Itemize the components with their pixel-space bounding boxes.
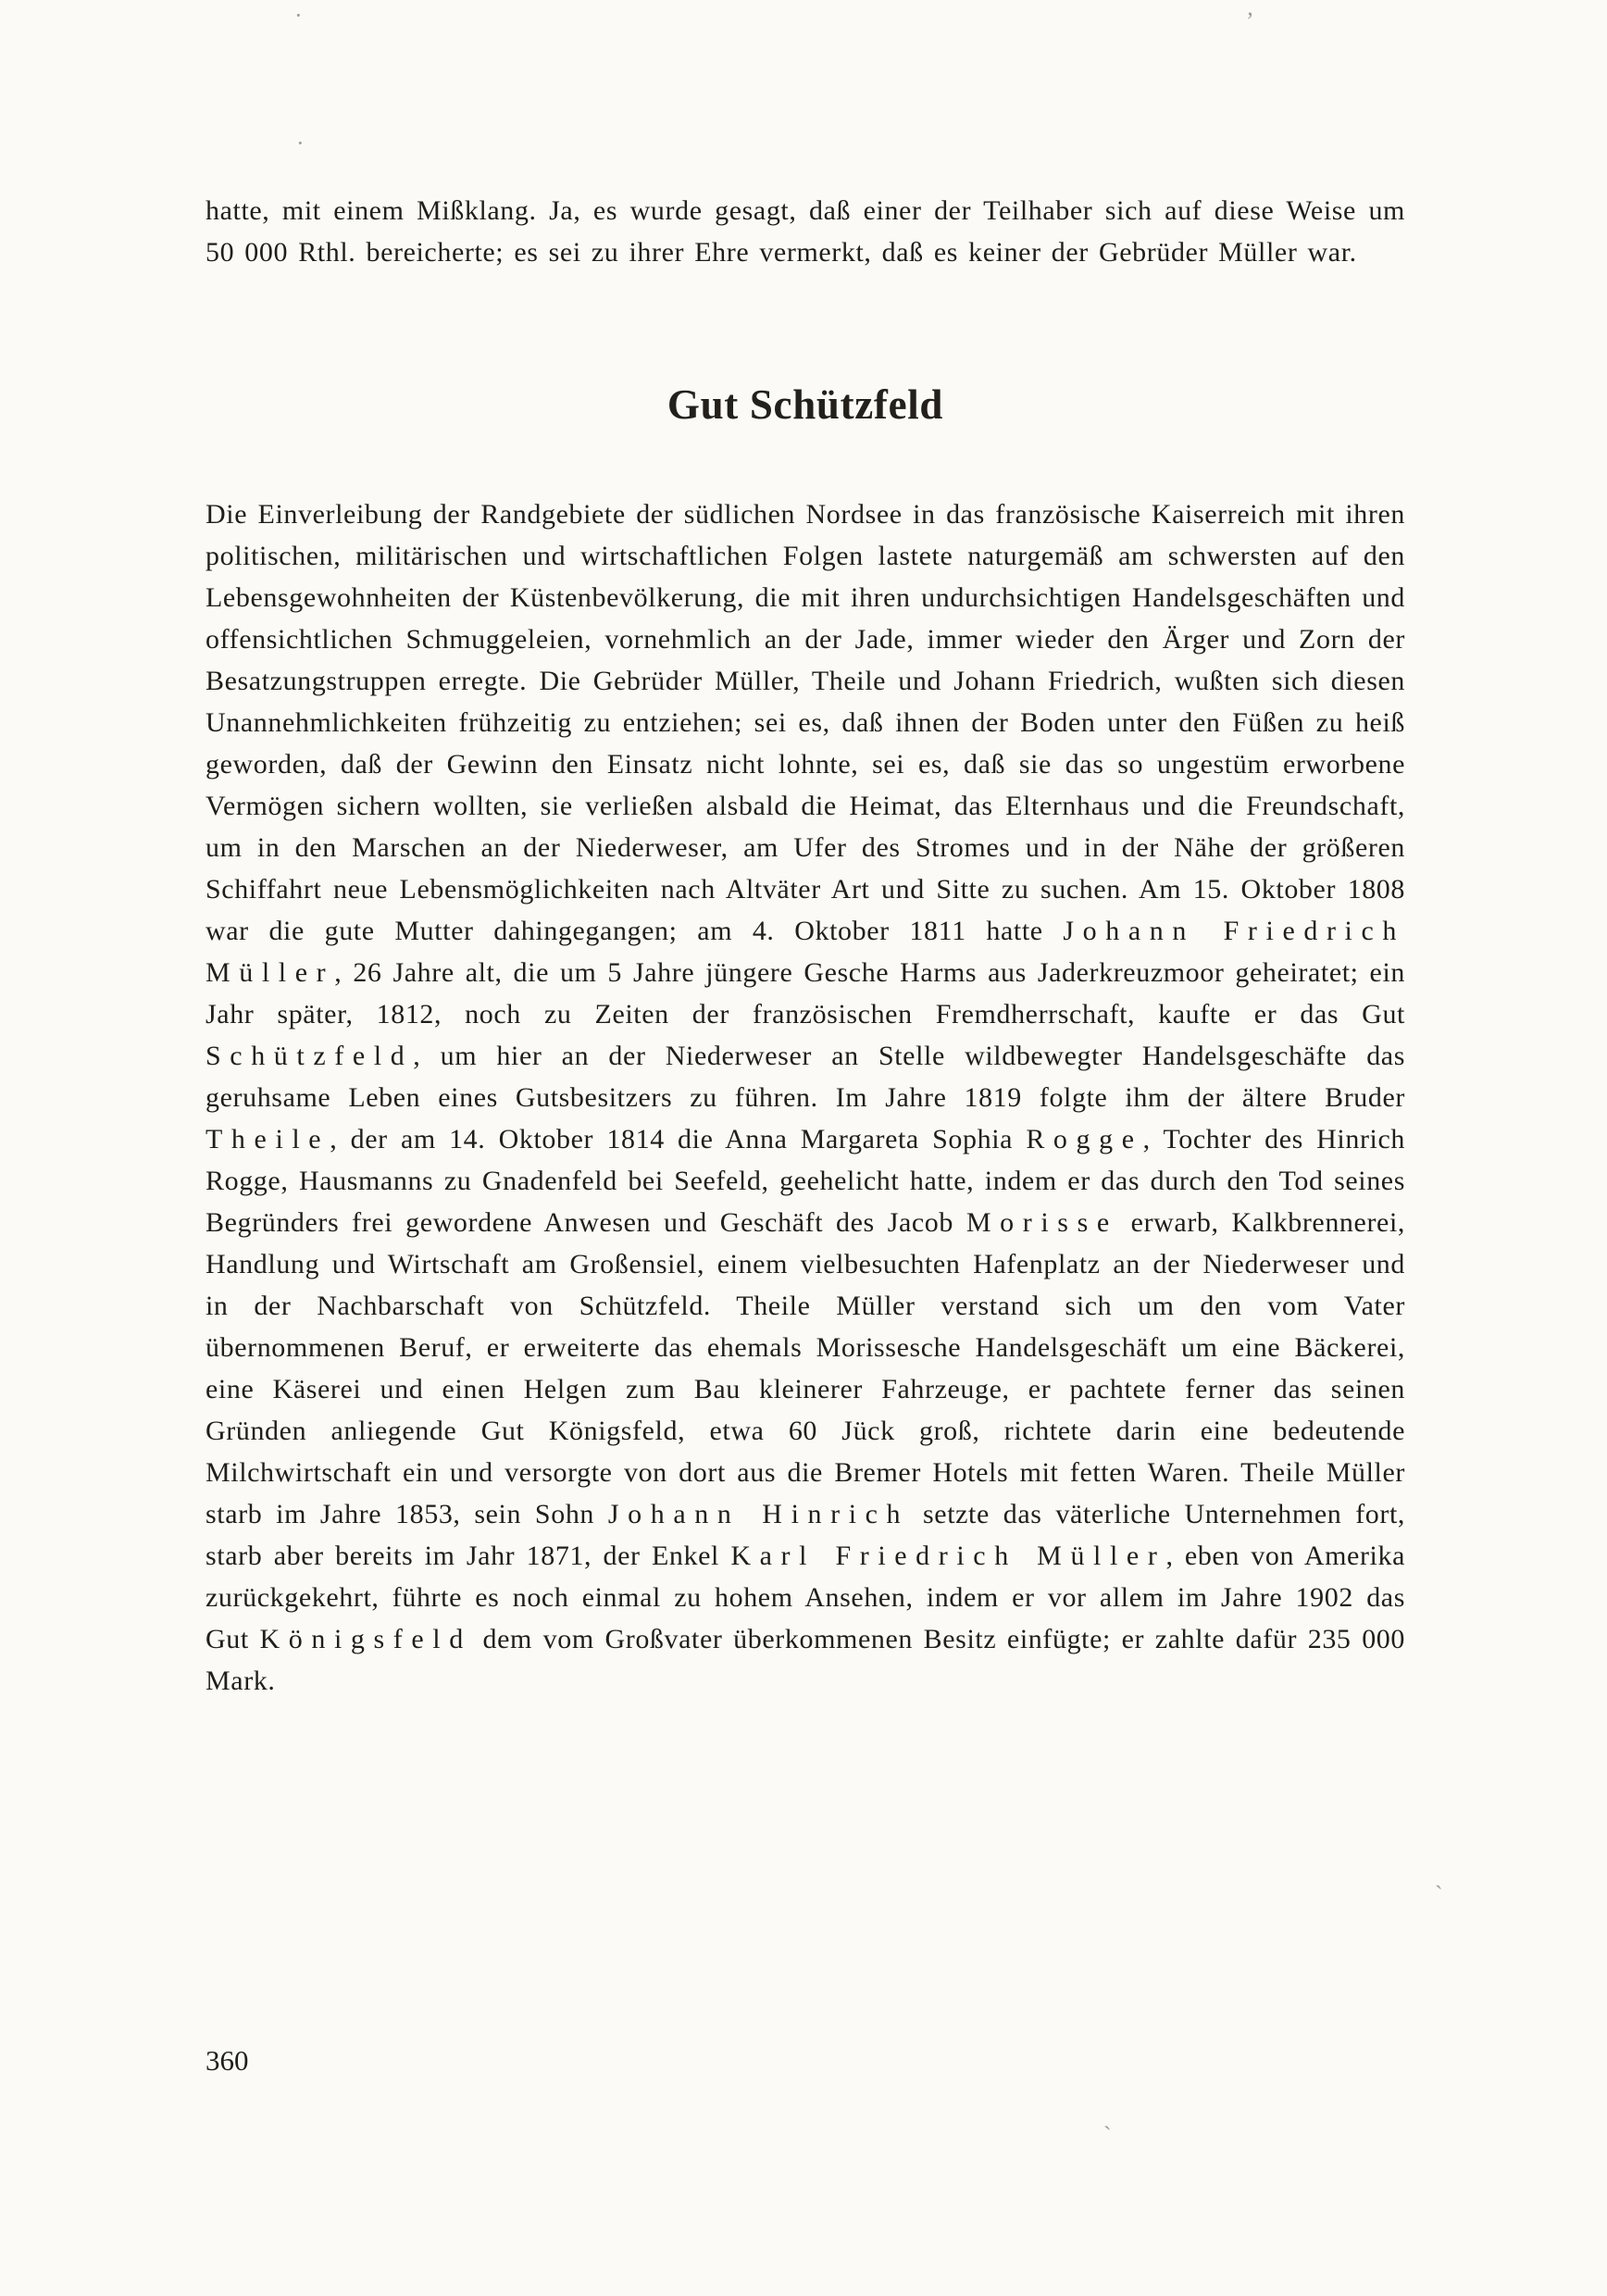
scan-artifact: ` — [1103, 2122, 1112, 2149]
letterspaced-name: Johann Hinrich — [607, 1499, 910, 1529]
section-heading: Gut Schützfeld — [666, 381, 944, 428]
letterspaced-name: Theile — [206, 1124, 330, 1154]
scan-artifact: · — [294, 2, 303, 29]
body-text: , eben von Amerika zurückgekehrt, führte es noch einmal zu hohem Ansehen, indem er vor allem im Jahre 1902 das Gut — [206, 1541, 1405, 1654]
scan-artifact: ` — [1435, 1881, 1443, 1908]
body-text: erwarb, Kalkbrennerei, Handlung und Wirtschaft am Großensiel, einem vielbesuchten Hafenplatz an der Niederweser und in der Nachbarschaft von Schützfeld. Theile Müller verstand sich um den vom Vater übernommenen Beruf, er erweiterte das ehemals Morissesche Handelsgeschäft um eine Bäckerei, eine Käserei und einen Helgen zum Bau kleinerer Fahrzeuge, er pachtete ferner das seinen Gründen anliegende Gut Königsfeld, etwa 60 Jück groß, richtete darin eine bedeutende Milchwirtschaft ein und versorgte von dort aus die Bremer Hotels mit fetten Waren. Theile Müller starb im Jahre 1853, sein Sohn — [206, 1207, 1405, 1529]
intro-paragraph: hatte, mit einem Mißklang. Ja, es wurde gesagt, daß einer der Teilhaber sich auf diese Weise um 50 000 Rthl. bereicherte; es sei zu ihrer Ehre vermerkt, daß es keiner der Gebrüder Müller war. — [206, 195, 1405, 268]
body-text: , Tochter des Hinrich Rogge, Hausmanns zu Gnadenfeld bei Seefeld, geehelicht hatte, indem er das durch den Tod seines Begründers frei gewordene Anwesen und Geschäft des Jacob — [206, 1124, 1405, 1238]
body-paragraph — [206, 493, 1405, 1702]
body-text: dem vom Großvater überkommenen Besitz einfügte; er zahlte dafür 235 000 Mark. — [206, 1624, 1406, 1696]
body-text: Die Einverleibung der Randgebiete der südlichen Nordsee in das französische Kaiserreich mit ihren politischen, militärischen und wirtschaftlichen Folgen lastete naturgemäß am schwersten auf den Lebensgewohnheiten der Küstenbevölkerung, die mit ihren undurchsichtigen Handelsgeschäften und offensichtlichen Schmuggeleien, vornehmlich an der Jade, immer wieder den Ärger und Zorn der Besatzungstruppen erregte. Die Gebrüder Müller, Theile und Johann Friedrich, wußten sich diesen Unannehmlichkeiten frühzeitig zu entziehen; sei es, daß ihnen der Boden unter den Füßen zu heiß geworden, daß der Gewinn den Einsatz nicht lohnte, sei es, daß sie das so ungestüm erworbene Vermögen sichern wollten, sie verließen alsbald die Heimat, das Elternhaus und die Freundschaft, um in den Marschen an der Niederweser, am Ufer des Stromes und in der Nähe der größeren Schiffahrt neue Lebensmöglichkeiten nach Altväter Art und Sitte zu suchen. Am 15. Oktober 1808 war die gute Mutter dahingegangen; am 4. Oktober 1811 hatte — [206, 499, 1405, 946]
body-text: setzte das väterliche Unternehmen fort, starb aber bereits im Jahr 1871, der Enkel — [206, 1499, 1406, 1571]
scan-artifact: · — [296, 130, 305, 156]
letterspaced-name: Königsfeld — [259, 1624, 472, 1654]
page-number: 360 — [206, 2044, 249, 2077]
letterspaced-name: Rogge — [1026, 1124, 1143, 1154]
letterspaced-name: Schützfeld — [206, 1041, 414, 1071]
body-text: , um hier an der Niederweser an Stelle wildbewegter Handelsgeschäfte das geruhsame Leben eines Gutsbesitzers zu führen. Im Jahre 1819 folgte ihm der ältere Bruder — [206, 1041, 1405, 1113]
scan-artifact: ’ — [1246, 7, 1254, 34]
letterspaced-name: Karl Friedrich Müller — [730, 1541, 1166, 1571]
letterspaced-name: Johann Friedrich Müller — [206, 916, 1406, 988]
body-text: , 26 Jahre alt, die um 5 Jahre jüngere Gesche Harms aus Jaderkreuzmoor geheiratet; ein Jahr später, 1812, noch zu Zeiten der französischen Fremdherrschaft, kaufte er das Gut — [206, 957, 1405, 1029]
letterspaced-name: Morisse — [965, 1207, 1118, 1238]
body-text: , der am 14. Oktober 1814 die Anna Margareta Sophia — [330, 1124, 1027, 1154]
